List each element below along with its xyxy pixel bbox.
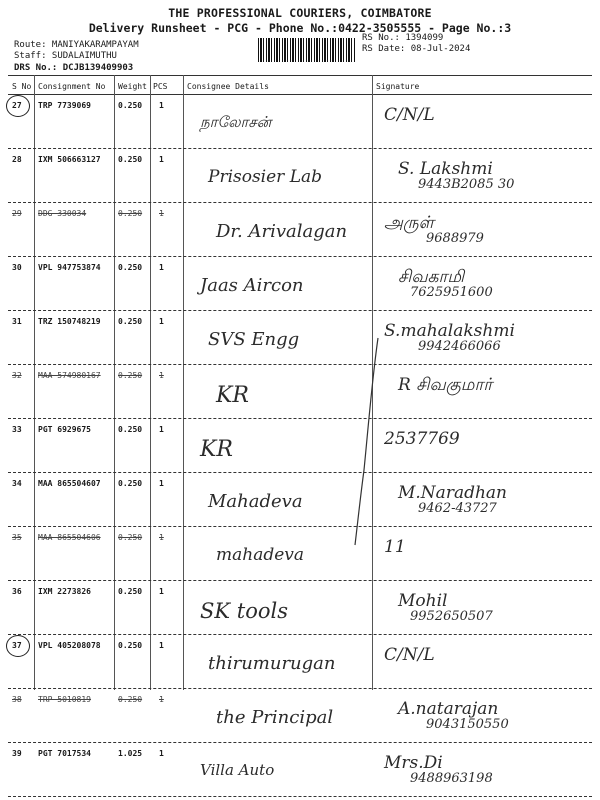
col-header-sno: S No (12, 82, 32, 91)
row-consignee-handwritten: SK tools (200, 599, 288, 623)
row-weight: 0.250 (118, 317, 143, 326)
row-consignment-no: MAA 865504607 (38, 479, 101, 488)
row-pcs: 1 (159, 425, 164, 434)
row-pcs: 1 (159, 533, 164, 542)
route-label: Route: MANIYAKARAMPAYAM (14, 40, 139, 50)
row-signature-phone: 9443B2085 30 (418, 177, 515, 192)
col-header-consignment: Consignment No (38, 82, 106, 91)
row-consignment-no: VPL 405208078 (38, 641, 101, 650)
row-signature-phone: 9688979 (426, 231, 484, 246)
row-consignment-no: MAA 574980167 (38, 371, 101, 380)
row-sno: 37 (12, 641, 22, 650)
row-sno: 38 (12, 695, 22, 704)
row-consignment-no: VPL 947753874 (38, 263, 101, 272)
row-weight: 0.250 (118, 695, 143, 704)
row-signature-phone: 9043150550 (426, 717, 509, 732)
row-weight: 0.250 (118, 641, 143, 650)
row-consignment-no: TRZ 150748219 (38, 317, 101, 326)
row-signature-handwritten: Mrs.Di (384, 753, 443, 773)
row-pcs: 1 (159, 155, 164, 164)
row-consignee-handwritten: Jaas Aircon (200, 275, 304, 296)
row-pcs: 1 (159, 317, 164, 326)
row-signature-handwritten: M.Naradhan (398, 483, 507, 503)
col-header-signature: Signature (376, 82, 420, 91)
row-signature-handwritten: Mohil (398, 591, 448, 611)
row-signature-handwritten: சிவகாமி (398, 267, 465, 287)
row-sno: 32 (12, 371, 22, 380)
row-signature-phone: 9462-43727 (418, 501, 497, 516)
row-sno: 39 (12, 749, 22, 758)
row-weight: 0.250 (118, 425, 143, 434)
row-consignment-no: TRP 5010819 (38, 695, 91, 704)
row-signature-handwritten: 11 (384, 537, 406, 557)
row-sno: 34 (12, 479, 22, 488)
row-pcs: 1 (159, 749, 164, 758)
row-signature-handwritten: அருள் (384, 213, 434, 233)
row-sno: 30 (12, 263, 22, 272)
row-pcs: 1 (159, 371, 164, 380)
row-signature-handwritten: A.natarajan (398, 699, 499, 719)
row-consignee-handwritten: thirumurugan (208, 653, 336, 674)
row-pcs: 1 (159, 101, 164, 110)
row-sno: 31 (12, 317, 22, 326)
row-consignment-no: DDG 330034 (38, 209, 87, 218)
row-signature-phone: 7625951600 (410, 285, 493, 300)
drs-number: DRS No.: DCJB139409903 (14, 63, 134, 73)
runsheet-title: Delivery Runsheet - PCG - Phone No.:0422-3505555 - Page No.:3 (88, 21, 512, 35)
row-sno: 35 (12, 533, 22, 542)
row-pcs: 1 (159, 587, 164, 596)
col-header-weight: Weight (118, 82, 147, 91)
row-consignee-handwritten: KR (216, 383, 249, 408)
row-pcs: 1 (159, 263, 164, 272)
row-consignee-handwritten: SVS Engg (208, 329, 300, 350)
row-consignment-no: IXM 2273826 (38, 587, 91, 596)
row-signature-handwritten: 2537769 (384, 429, 460, 449)
row-pcs: 1 (159, 695, 164, 704)
row-pcs: 1 (159, 209, 164, 218)
row-consignment-no: MAA 865504606 (38, 533, 101, 542)
row-pcs: 1 (159, 641, 164, 650)
row-signature-handwritten: C/N/L (384, 645, 435, 665)
row-consignee-handwritten: Prisosier Lab (208, 167, 323, 187)
rs-number: RS No.: 1394099 (362, 33, 444, 43)
pen-stroke (355, 338, 378, 545)
row-consignee-handwritten: Villa Auto (200, 761, 275, 779)
row-consignee-handwritten: mahadeva (216, 545, 305, 565)
row-consignee-handwritten: Mahadeva (208, 491, 303, 512)
row-consignee-handwritten: the Principal (216, 707, 334, 728)
row-signature-phone: 9488963198 (410, 771, 493, 786)
row-weight: 0.250 (118, 101, 143, 110)
row-weight: 0.250 (118, 155, 143, 164)
col-header-pcs: PCS (153, 82, 168, 91)
row-signature-handwritten: S.mahalakshmi (384, 321, 515, 341)
row-weight: 0.250 (118, 479, 143, 488)
row-signature-handwritten: R சிவகுமார் (398, 375, 493, 395)
company-title: THE PROFESSIONAL COURIERS, COIMBATORE (168, 6, 432, 20)
row-consignee-handwritten: நாலோசன் (200, 113, 272, 131)
row-signature-phone: 9952650507 (410, 609, 493, 624)
col-header-consignee: Consignee Details (187, 82, 269, 91)
rs-date: RS Date: 08-Jul-2024 (362, 44, 471, 54)
row-consignee-handwritten: Dr. Arivalagan (216, 221, 348, 242)
row-weight: 0.250 (118, 263, 143, 272)
row-weight: 0.250 (118, 371, 143, 380)
row-sno: 27 (12, 101, 22, 110)
row-consignee-handwritten: KR (200, 437, 233, 462)
row-weight: 0.250 (118, 533, 143, 542)
row-consignment-no: IXM 506663127 (38, 155, 101, 164)
row-signature-handwritten: S. Lakshmi (398, 159, 493, 179)
row-sno: 29 (12, 209, 22, 218)
row-signature-phone: 9942466066 (418, 339, 501, 354)
row-sno: 33 (12, 425, 22, 434)
row-consignment-no: PGT 6929675 (38, 425, 91, 434)
row-sno: 28 (12, 155, 22, 164)
row-weight: 0.250 (118, 587, 143, 596)
row-weight: 0.250 (118, 209, 143, 218)
row-weight: 1.025 (118, 749, 143, 758)
row-pcs: 1 (159, 479, 164, 488)
row-signature-handwritten: C/N/L (384, 105, 435, 125)
row-consignment-no: TRP 7739069 (38, 101, 91, 110)
row-sno: 36 (12, 587, 22, 596)
row-consignment-no: PGT 7017534 (38, 749, 91, 758)
staff-label: Staff: SUDALAIMUTHU (14, 51, 117, 61)
